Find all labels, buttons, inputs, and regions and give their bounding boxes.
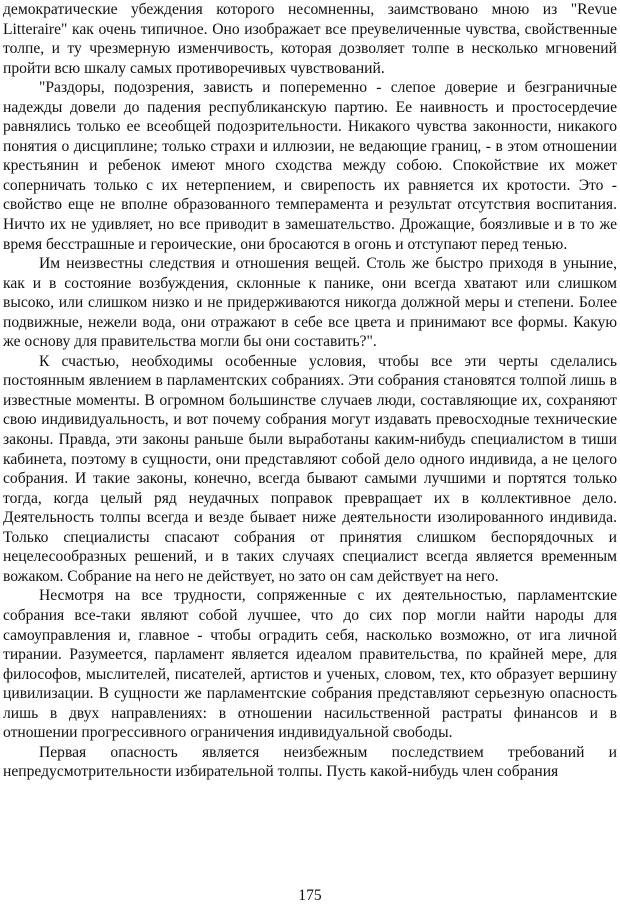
- paragraph-quote-end: Им неизвестны следствия и отношения вещей. Столь же быстро приходя в уныние, как и в состояние возбуждения, склонные к панике, они всегда хватают или слишком высоко, или слишком низко и не придерживаются никогда должной меры и степени. Более подвижные, нежели вода, они отражают в себе все цвета и принимают все формы. Какую же основу для правительства могли бы они составить?".: [3, 255, 617, 351]
- paragraph-continued: демократические убеждения которого несомненны, заимствовано мною из "Revue Litteraire" как очень типичное. Оно изображает все преувеличенные чувства, свойственные толпе, и ту чрезмерную изменчивость, которая дозволяет толпе в несколько мгновений пройти всю шкалу самых противоречивых чувствований.: [3, 1, 617, 77]
- page-text: [3, 0, 617, 782]
- page-number: 175: [298, 887, 322, 904]
- paragraph-first-danger: Первая опасность является неизбежным последствием требований и непредусмотрительности избирательной толпы. Пусть какой-нибудь член собрания: [3, 743, 617, 781]
- paragraph-quote-start: "Раздоры, подозрения, зависть и попеременно - слепое доверие и безграничные надежды довели до падения республиканскую партию. Ее наивность и простосердечие равнялись только ее всеобщей подозрительности. Никакого чувства законности, никакого понятия о дисциплине; только страхи и иллюзии, не ведающие границ, - в этом отношении крестьянин и ребенок имеют много сходства между собою. Спокойствие их может соперничать только с их нетерпением, и свирепость их равняется их кротости. Это - свойство еще не вполне образованного темперамента и результат отсутствия воспитания. Ничто их не удивляет, но все приводит в замешательство. Дрожащие, боязливые и в то же время бесстрашные и героические, они бросаются в огонь и отступают перед тенью.: [3, 79, 617, 253]
- paragraph-special-conditions: К счастью, необходимы особенные условия, чтобы все эти черты сделались постоянным явлением в парламентских собраниях. Эти собрания становятся толпой лишь в известные моменты. В огромном большинстве случаев люди, составляющие их, сохраняют свою индивидуальность, и вот почему собрания могут издавать превосходные технические законы. Правда, эти законы раньше были выработаны каким-нибудь специалистом в тиши кабинета, поэтому в сущности, они представляют собой дело одного индивида, а не целого собрания. И такие законы, конечно, всегда бывают самыми лучшими и портятся только тогда, когда целый ряд неудачных поправок превращает их в коллективное дело. Деятельность толпы всегда и везде бывает ниже деятельности изолированного индивида. Только специалисты спасают собрания от принятия слишком беспорядочных и нецелесообразных решений, и в таких случаях специалист всегда является временным вожаком. Собрание на него не действует, но зато он сам действует на него.: [3, 352, 617, 585]
- paragraph-parliament-benefits: Несмотря на все трудности, сопряженные с их деятельностью, парламентские собрания все-таки являют собой лучшее, что до сих пор могли найти народы для самоуправления и, главное - чтобы оградить себя, насколько возможно, от ига личной тирании. Разумеется, парламент является идеалом правительства, по крайней мере, для философов, мыслителей, писателей, артистов и ученых, словом, тех, кто образует вершину цивилизации. В сущности же парламентские собрания представляют серьезную опасность лишь в двух направлениях: в отношении насильственной растраты финансов и в отношении прогрессивного ограничения индивидуальной свободы.: [3, 587, 617, 742]
